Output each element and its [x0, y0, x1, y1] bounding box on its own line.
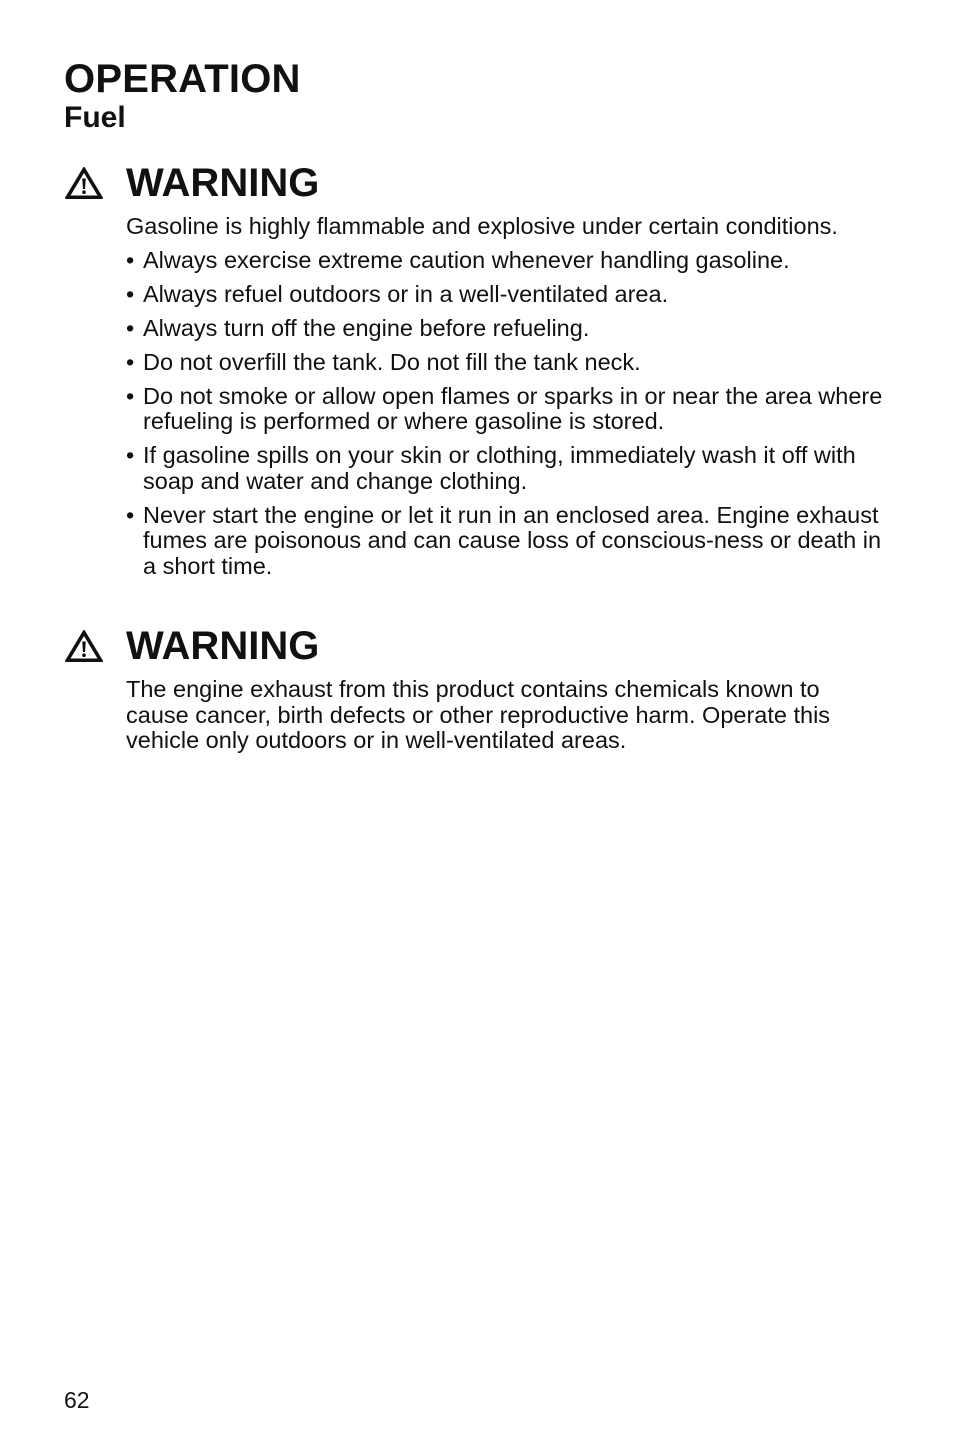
warning-body — [126, 214, 884, 579]
section-title: OPERATION — [64, 57, 301, 101]
subsection-title: Fuel — [64, 101, 126, 134]
warning-triangle-icon — [64, 629, 104, 663]
warning-intro: Gasoline is highly flammable and explosive under certain conditions. — [126, 213, 838, 239]
list-item: • Always turn off the engine before refueling. — [126, 314, 590, 341]
list-item: • Always exercise extreme caution whenever handling gasoline. — [126, 246, 790, 273]
warning-triangle-icon — [64, 166, 104, 200]
warning-title: WARNING — [126, 624, 320, 668]
list-item: • Always refuel outdoors or in a well-ventilated area. — [126, 280, 669, 307]
warning-header — [64, 160, 884, 206]
warning-block-fuel — [64, 160, 884, 588]
warning-intro: The engine exhaust from this product contains chemicals known to cause cancer, birth defects or other reproductive harm. Operate this vehicle only outdoors or in well-ventilated areas. — [126, 676, 831, 753]
warning-block-exhaust — [64, 623, 884, 754]
page-number: 62 — [64, 1387, 90, 1413]
list-item: • Do not smoke or allow open flames or sparks in or near the area where refueling is performed or where gasoline is stored. — [126, 382, 883, 434]
list-item: • If gasoline spills on your skin or clothing, immediately wash it off with soap and water and change clothing. — [126, 442, 856, 494]
warning-title: WARNING — [126, 161, 320, 205]
warning-bullet-list — [126, 248, 884, 580]
warning-header — [64, 623, 884, 669]
list-item: • Never start the engine or let it run in an enclosed area. Engine exhaust fumes are poisonous and can cause loss of conscious-ness or death in a short time. — [126, 501, 882, 579]
warning-body — [126, 677, 884, 754]
list-item: • Do not overfill the tank. Do not fill the tank neck. — [126, 348, 641, 375]
